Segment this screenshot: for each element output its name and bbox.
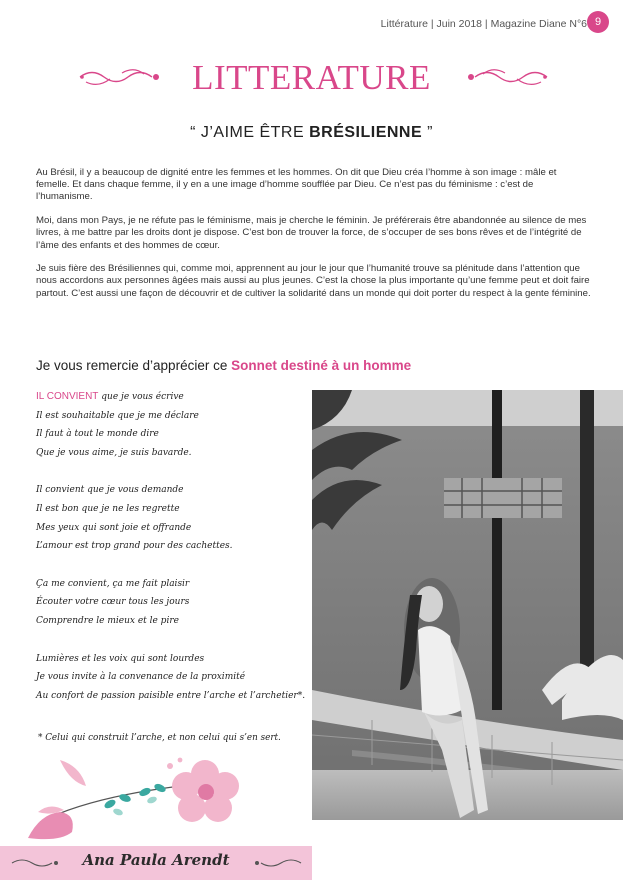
poem-lead: IL CONVIENT (36, 391, 99, 402)
poem-line: Comprendre le mieux et le pire (36, 615, 179, 626)
poem-line: L’amour est trop grand pour des cachettes. (36, 541, 233, 552)
page-number-badge: 9 (587, 11, 609, 33)
intro-paragraph: Je suis fière des Brésiliennes qui, comme moi, apprennent au jour le jour que l’humanité trouve sa plénitude dans l’attention que nous accordons aux personnes âgées mais aussi au plus jeunes. C’est la chose la plus importante qu’une femme peut et doit faire partout. C’est aussi une façon de découvrir et de cultiver la solidarité dans un monde qui doit porter du respect à la gente féminine. (36, 263, 591, 299)
stanza-gap (36, 556, 316, 575)
stanza-gap (36, 631, 316, 650)
sonnet-title: Sonnet destiné à un homme (231, 358, 412, 373)
poem-line: Que je vous aime, je suis bavarde. (36, 447, 192, 458)
poem-line (36, 388, 316, 407)
article-subtitle (0, 124, 623, 142)
intro-paragraph: Au Brésil, il y a beaucoup de dignité entre les femmes et les hommes. On dit que Dieu créa l’homme à son image : mâle et femelle. Et dans chaque femme, il y en a une image d’homme soufflée par Dieu. Ce n’est pas du féminisme : c’est de l’humanisme. (36, 167, 557, 203)
subtitle-bold: BRÉSILIENNE (309, 124, 423, 141)
poem-line: Il faut à tout le monde dire (36, 429, 159, 440)
flourish-right-icon (465, 66, 549, 88)
flower-illustration (20, 752, 260, 844)
thanks-line (36, 358, 411, 373)
poem-line: Écouter votre cœur tous les jours (36, 597, 190, 608)
footer-flourish-right-icon (253, 855, 303, 871)
photo-illustration (312, 390, 623, 820)
page-title: LITTERATURE (192, 58, 431, 97)
poem-line: Il est bon que je ne les regrette (36, 503, 180, 514)
thanks-text: Je vous remercie d’apprécier ce (36, 358, 232, 373)
intro-paragraph: Moi, dans mon Pays, je ne réfute pas le féminisme, mais je cherche le féminin. Je préférerais être abandonnée au silence de mes livres, à me battre par les droits dont je dispose. C’est bon de trouver la force, de s’occuper de ses bons rêves et de l’intégrité de l’âme des enfants et des hommes de cœur. (36, 215, 587, 251)
stanza-gap (36, 462, 316, 481)
poem-line: Lumières et les voix qui sont lourdes (36, 653, 205, 664)
poem-line: Il convient que je vous demande (36, 485, 184, 496)
author-photo (312, 390, 623, 820)
poem-line: Je vous invite à la convenance de la proximité (36, 672, 246, 683)
author-name: Ana Paula Arendt (82, 851, 230, 869)
poem-first-rest: que je vous écrive (98, 392, 184, 402)
running-head: Littérature | Juin 2018 | Magazine Diane N°6 (380, 18, 587, 30)
subtitle-prefix: “ J’AIME ÊTRE (190, 124, 310, 141)
title-row (0, 58, 623, 100)
poem-line: Au confort de passion paisible entre l’arche et l’archetier*. (36, 690, 306, 701)
poem-footnote: * Celui qui construit l’arche, et non celui qui s’en sert. (38, 733, 281, 743)
poem (36, 388, 316, 705)
poem-line: Il est souhaitable que je me déclare (36, 410, 199, 421)
poem-line: Ça me convient, ça me fait plaisir (36, 578, 190, 589)
subtitle-suffix: ” (422, 124, 433, 141)
poem-line: Mes yeux qui sont joie et offrande (36, 522, 192, 533)
intro-text (36, 167, 592, 311)
